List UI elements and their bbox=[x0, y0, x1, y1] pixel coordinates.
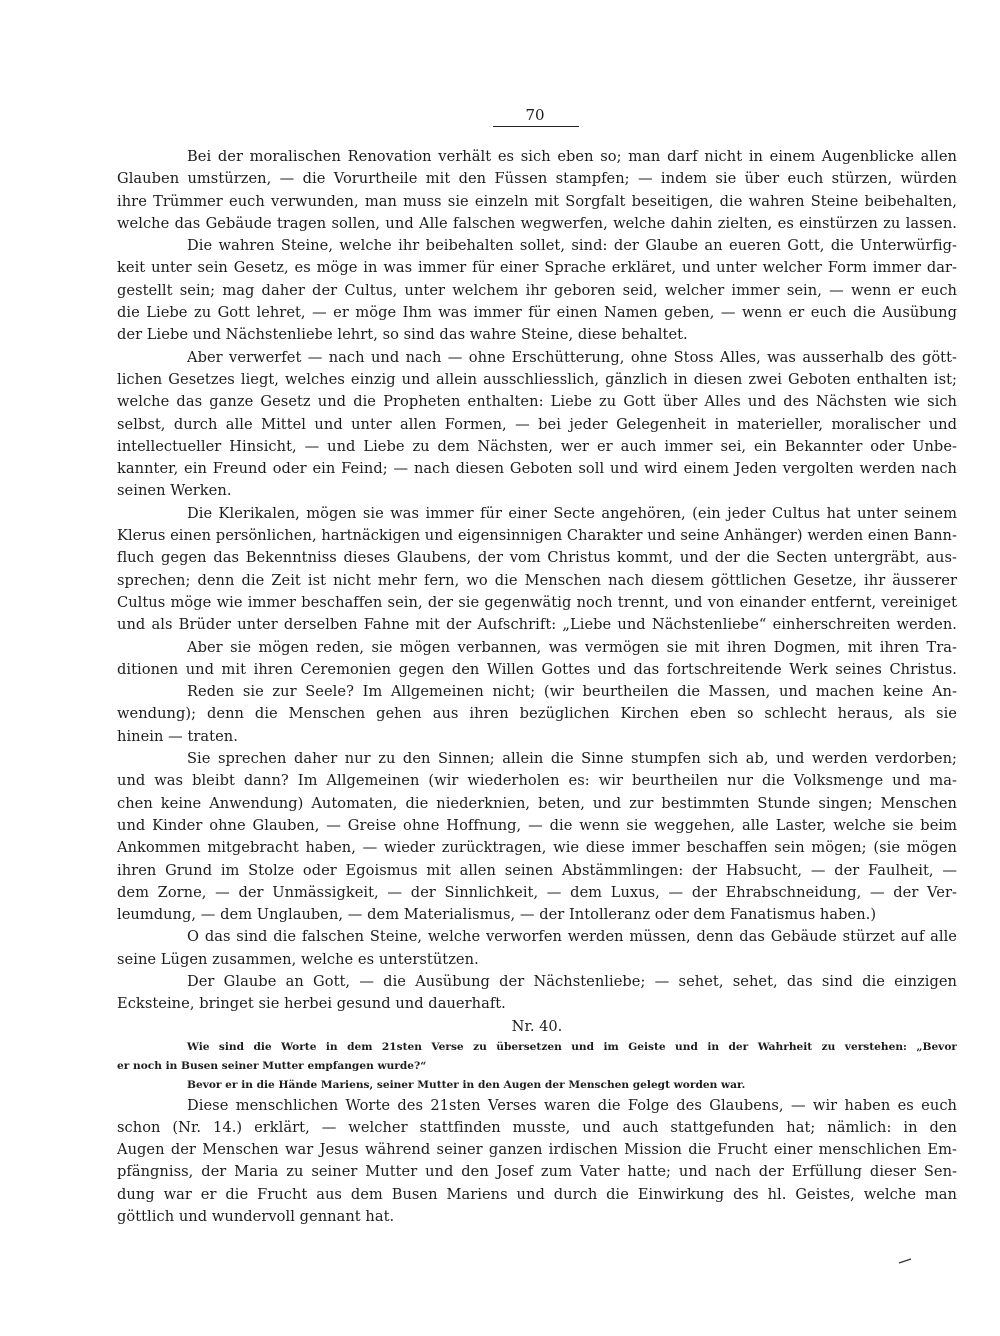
text-line: keit unter sein Gesetz, es möge in was immer für einer Sprache erkläret, und unter welcher Form immer dar- bbox=[117, 259, 957, 277]
text-line: Glauben umstürzen, — die Vorurtheile mit den Füssen stampfen; — indem sie über euch stürzen, würden bbox=[117, 170, 957, 188]
text-line: Die Klerikalen, mögen sie was immer für einer Secte angehören, (ein jeder Cultus hat unter seinem bbox=[187, 504, 957, 522]
text-line: selbst, durch alle Mittel und unter allen Formen, — bei jeder Gelegenheit in materieller, moralischer und bbox=[117, 415, 957, 433]
text-line: Ecksteine, bringet sie herbei gesund und dauerhaft. bbox=[117, 995, 506, 1013]
body-text bbox=[117, 146, 957, 1228]
text-line: Aber sie mögen reden, sie mögen verbannen, was vermögen sie mit ihren Dogmen, mit ihren Tra- bbox=[187, 638, 957, 656]
ink-mark bbox=[898, 1258, 912, 1264]
text-line: kannter, ein Freund oder ein Feind; — nach diesen Geboten soll und wird einem Jeden vergolten werden nach bbox=[117, 460, 957, 478]
text-line: welche das Gebäude tragen sollen, und Alle falschen wegwerfen, welche dahin zielten, es einstürzen zu lassen. bbox=[117, 214, 957, 232]
text-line: Sie sprechen daher nur zu den Sinnen; allein die Sinne stumpfen sich ab, und werden verdorben; bbox=[187, 750, 957, 768]
text-line: Cultus möge wie immer beschaffen sein, der sie gegenwätig noch trennt, und von einander entfernt, vereiniget bbox=[117, 593, 957, 611]
text-line: die Liebe zu Gott lehret, — er möge Ihm was immer für einen Namen geben, — wenn er euch die Ausübung bbox=[117, 304, 957, 322]
answer-line: göttlich und wundervoll gennant hat. bbox=[117, 1208, 395, 1226]
text-line: und als Brüder unter derselben Fahne mit der Aufschrift: „Liebe und Nächstenliebe“ einherschreiten werden. bbox=[117, 616, 957, 634]
text-line: ihre Trümmer euch verwunden, man muss sie einzeln mit Sorgfalt beseitigen, die wahren Steine beibehalten, bbox=[117, 192, 957, 210]
text-line: lichen Gesetzes liegt, welches einzig und allein ausschliesslich, gänzlich in diesen zwei Geboten enthalten ist; bbox=[117, 370, 957, 388]
question-line: Wie sind die Worte in dem 21sten Verse zu übersetzen und im Geiste und in der Wahrheit zu verstehen: „Bevor bbox=[187, 1040, 957, 1053]
text-line: ditionen und mit ihren Ceremonien gegen den Willen Gottes und das fortschreitende Werk seines Christus. bbox=[117, 660, 957, 678]
text-line: der Liebe und Nächstenliebe lehrt, so sind das wahre Steine, diese behaltet. bbox=[117, 326, 688, 344]
text-line: ihren Grund im Stolze oder Egoismus mit allen seinen Abstämmlingen: der Habsucht, — der Faulheit, — bbox=[117, 861, 957, 879]
text-line: und was bleibt dann? Im Allgemeinen (wir wiederholen es: wir beurtheilen nur die Volksmenge und ma- bbox=[117, 772, 957, 790]
text-line: fluch gegen das Bekenntniss dieses Glaubens, der vom Christus kommt, und der die Secten untergräbt, aus- bbox=[117, 549, 957, 567]
text-line: Klerus einen persönlichen, hartnäckigen und eigensinnigen Charakter und seine Anhänger) werden einen Bann- bbox=[117, 527, 957, 545]
text-line: O das sind die falschen Steine, welche verworfen werden müssen, denn das Gebäude stürzet auf alle bbox=[187, 928, 957, 946]
page-number: 70 bbox=[525, 106, 545, 124]
text-line: Ankommen mitgebracht haben, — wieder zurücktragen, wie diese immer beschaffen sein mögen; (sie mögen bbox=[117, 839, 957, 857]
section-title: Nr. 40. bbox=[511, 1017, 563, 1035]
question-line: Bevor er in die Hände Mariens, seiner Mutter in den Augen der Menschen gelegt worden war. bbox=[187, 1078, 746, 1091]
text-line: Die wahren Steine, welche ihr beibehalten sollet, sind: der Glaube an eueren Gott, die Unterwürfig- bbox=[187, 237, 957, 255]
answer-line: Diese menschlichen Worte des 21sten Verses waren die Folge des Glaubens, — wir haben es euch bbox=[187, 1096, 957, 1114]
text-line: Aber verwerfet — nach und nach — ohne Erschütterung, ohne Stoss Alles, was ausserhalb des gött- bbox=[187, 348, 957, 366]
question-line: er noch in Busen seiner Mutter empfangen wurde?“ bbox=[117, 1059, 427, 1072]
text-line: und Kinder ohne Glauben, — Greise ohne Hoffnung, — die wenn sie weggehen, alle Laster, welche sie beim bbox=[117, 816, 957, 834]
answer-line: pfängniss, der Maria zu seiner Mutter und den Josef zum Vater hatte; und nach der Erfüllung dieser Sen- bbox=[117, 1163, 957, 1181]
text-line: seine Lügen zusammen, welche es unterstützen. bbox=[117, 950, 479, 968]
text-line: welche das ganze Gesetz und die Propheten enthalten: Liebe zu Gott über Alles und des Nächsten wie sich bbox=[117, 393, 957, 411]
text-line: intellectueller Hinsicht, — und Liebe zu dem Nächsten, wer er auch immer sei, ein Bekannter oder Unbe- bbox=[117, 437, 957, 455]
text-line: gestellt sein; mag daher der Cultus, unter welchem ihr geboren seid, welcher immer sein, — wenn er euch bbox=[117, 281, 957, 299]
text-line: dem Zorne, — der Unmässigkeit, — der Sinnlichkeit, — dem Luxus, — der Ehrabschneidung, — der Ver- bbox=[117, 883, 957, 901]
text-line: Reden sie zur Seele? Im Allgemeinen nicht; (wir beurtheilen die Massen, und machen keine An- bbox=[187, 683, 957, 701]
text-line: hinein — traten. bbox=[117, 727, 238, 745]
text-line: chen keine Anwendung) Automaten, die niederknien, beten, und zur bestimmten Stunde singen; Menschen bbox=[117, 794, 957, 812]
answer-line: schon (Nr. 14.) erklärt, — welcher stattfinden musste, und auch stattgefunden hat; nämlich: in den bbox=[117, 1118, 957, 1136]
text-line: seinen Werken. bbox=[117, 482, 232, 500]
text-line: leumdung, — dem Unglauben, — dem Materialismus, — der Intolleranz oder dem Fanatismus haben.) bbox=[117, 906, 877, 924]
text-line: wendung); denn die Menschen gehen aus ihren bezüglichen Kirchen eben so schlecht heraus, als sie bbox=[117, 705, 957, 723]
answer-line: dung war er die Frucht aus dem Busen Mariens und durch die Einwirkung des hl. Geistes, welche man bbox=[117, 1185, 957, 1203]
text-line: Der Glaube an Gott, — die Ausübung der Nächstenliebe; — sehet, sehet, das sind die einzigen bbox=[187, 972, 957, 990]
text-line: Bei der moralischen Renovation verhält es sich eben so; man darf nicht in einem Augenblicke allen bbox=[187, 148, 957, 165]
page-number-rule bbox=[493, 126, 579, 127]
answer-line: Augen der Menschen war Jesus während seiner ganzen irdischen Mission die Frucht einer menschlichen Em- bbox=[117, 1141, 957, 1159]
text-line: sprechen; denn die Zeit ist nicht mehr fern, wo die Menschen nach diesem göttlichen Gesetze, ihr äusserer bbox=[117, 571, 957, 589]
